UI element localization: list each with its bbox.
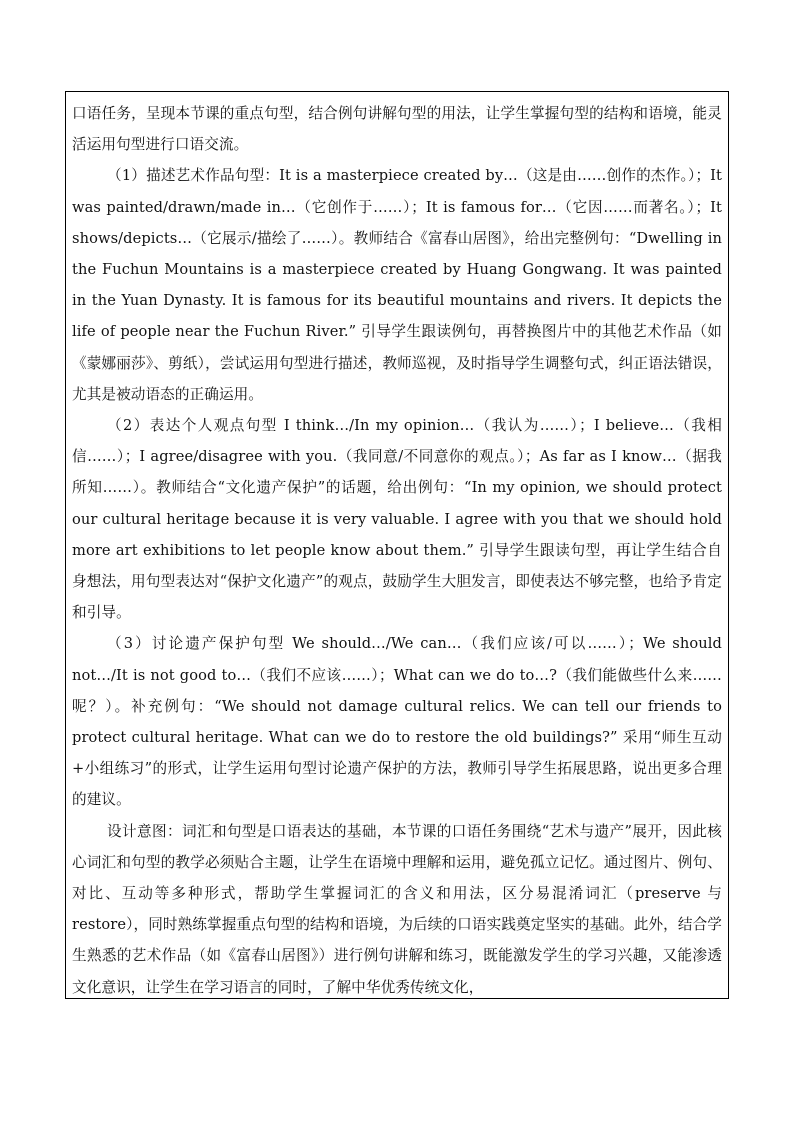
paragraph-design-intent: 设计意图：词汇和句型是口语表达的基础，本节课的口语任务围绕“艺术与遗产”展开，因此核心词汇和句型的教学必须贴合主题，让学生在语境中理解和运用，避免孤立记忆。通过图片、例句、对比、互动等多种形式，帮助学生掌握词汇的含义和用法，区分易混淆词汇（preserve 与 restore），同时熟练掌握重点句型的结构和语境，为后续的口语实践奠定坚实的基础。此外，结合学生熟悉的艺术作品（如《富春山居图》）进行例句讲解和练习，既能激发学生的学习兴趣，又能渗透文化意识，让学生在学习语言的同时，了解中华优秀传统文化， [72,822,722,996]
cell-content [72,98,722,1003]
paragraph-opinion-sentence-patterns: （2）表达个人观点句型 I think…/In my opinion…（我认为……）；I believe…（我相信……）；I agree/disagree with you.（我同意/不同意你的观点。）；As far as I know…（据我所知……）。教师结合“文化遗产保护”的话题，给出例句：“In my opinion, we should protect our cultural heritage because it is very valuable. I agree with you that we should hold more art exhibitions to let people know about them.” 引导学生跟读句型，再让学生结合自身想法，用句型表达对“保护文化遗产”的观点，鼓励学生大胆发言，即使表达不够完整，也给予肯定和引导。 [72,417,722,622]
paragraph-heritage-sentence-patterns: （3）讨论遗产保护句型 We should…/We can…（我们应该/可以……）；We should not…/It is not good to…（我们不应该……）；What can we do to…?（我们能做些什么来……呢？）。补充例句：“We should not damage cultural relics. We can tell our friends to protect cultural heritage. What can we do to restore the old buildings?” 采用“师生互动+小组练习”的形式，让学生运用句型讨论遗产保护的方法，教师引导学生拓展思路，说出更多合理的建议。 [72,635,722,809]
lesson-plan-table-cell [65,91,729,999]
paragraph-art-sentence-patterns: （1）描述艺术作品句型：It is a masterpiece created by…（这是由……创作的杰作。）；It was painted/drawn/made in…（它创作于……）；It is famous for…（它因……而著名。）；It shows/depicts…（它展示/描绘了……）。教师结合《富春山居图》，给出完整例句：“Dwelling in the Fuchun Mountains is a masterpiece created by Huang Gongwang. It was painted in the Yuan Dynasty. It is famous for its beautiful mountains and rivers. It depicts the life of people near the Fuchun River.” 引导学生跟读例句，再替换图片中的其他艺术作品（如《蒙娜丽莎》、剪纸），尝试运用句型进行描述，教师巡视，及时指导学生调整句式，纠正语法错误，尤其是被动语态的正确运用。 [72,167,722,403]
paragraph-intro: 口语任务，呈现本节课的重点句型，结合例句讲解句型的用法，让学生掌握句型的结构和语境，能灵活运用句型进行口语交流。 [72,105,722,154]
